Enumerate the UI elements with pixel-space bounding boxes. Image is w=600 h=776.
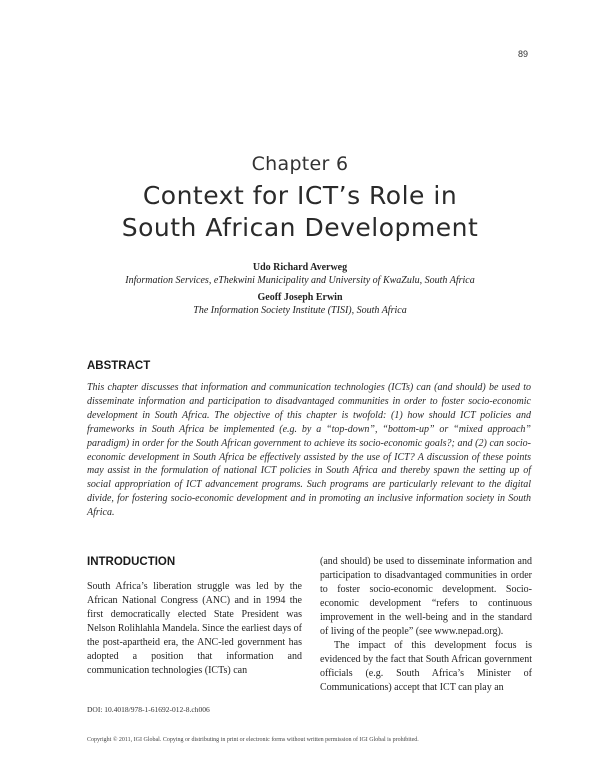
author-block-2 [0,291,600,317]
abstract-heading: ABSTRACT [87,360,151,372]
doi: DOI: 10.4018/978-1-61692-012-8.ch006 [87,705,210,714]
copyright-notice: Copyright © 2011, IGI Global. Copying or distributing in print or electronic forms without written permission of IGI Global is prohibited. [87,737,419,743]
author-affiliation: Information Services, eThekwini Municipality and University of KwaZulu, South Africa [125,275,475,286]
chapter-title-line-1: Context for ICT’s Role in [142,181,458,210]
introduction-heading: INTRODUCTION [87,556,176,568]
chapter-label: Chapter 6 [251,153,349,175]
author-block-1 [0,261,600,287]
introduction-paragraph: The impact of this development focus is evidenced by the fact that South African government officials (e.g. South Africa’s Minister of Communications) accept that ICT can play an [320,640,532,693]
abstract-text: This chapter discusses that information and communication technologies (ICTs) can (and should) be used to disseminate information and participation to disadvantaged communities in order to foster socio-economic development in South Africa. The objective of this chapter is twofold: (1) how should ICT policies and frameworks in South Africa be implemented (e.g. by a “top-down”, “bottom-up” or “mixed approach” paradigm) in order for the South African government to achieve its socio-economic goals?; and (2) can socio-economic development in South Africa be effectively assisted by the use of ICT? A discussion of these points may assist in the formulation of national ICT policies in South Africa and thereby spawn the setting up of social appropriation of ICT advancement programs. Such programs are particularly relevant to the digital divide, for fostering socio-economic development and in promoting an inclusive information society in South Africa. [87,382,531,519]
author-name: Geoff Joseph Erwin [257,292,343,303]
introduction-paragraph: (and should) be used to disseminate information and participation to disadvantaged communities in order to foster socio-economic development. Socio-economic development “refers to continuous improvement in the well-being and in the standard of living of the people” (see www.nepad.org). [320,556,532,637]
introduction-left-column: South Africa’s liberation struggle was led by the African National Congress (ANC) and in 1994 the first democratically elected State President was Nelson Rolihlahla Mandela. Since the earliest days of the post-apartheid era, the ANC-led government has adopted a position that information and communication technologies (ICTs) can [87,581,302,676]
chapter-title [0,180,600,244]
author-name: Udo Richard Averweg [252,262,348,273]
page-number: 89 [517,49,528,59]
author-affiliation: The Information Society Institute (TISI), South Africa [193,305,407,316]
chapter-title-line-2: South African Development [121,213,479,242]
introduction-right-column [320,555,532,695]
